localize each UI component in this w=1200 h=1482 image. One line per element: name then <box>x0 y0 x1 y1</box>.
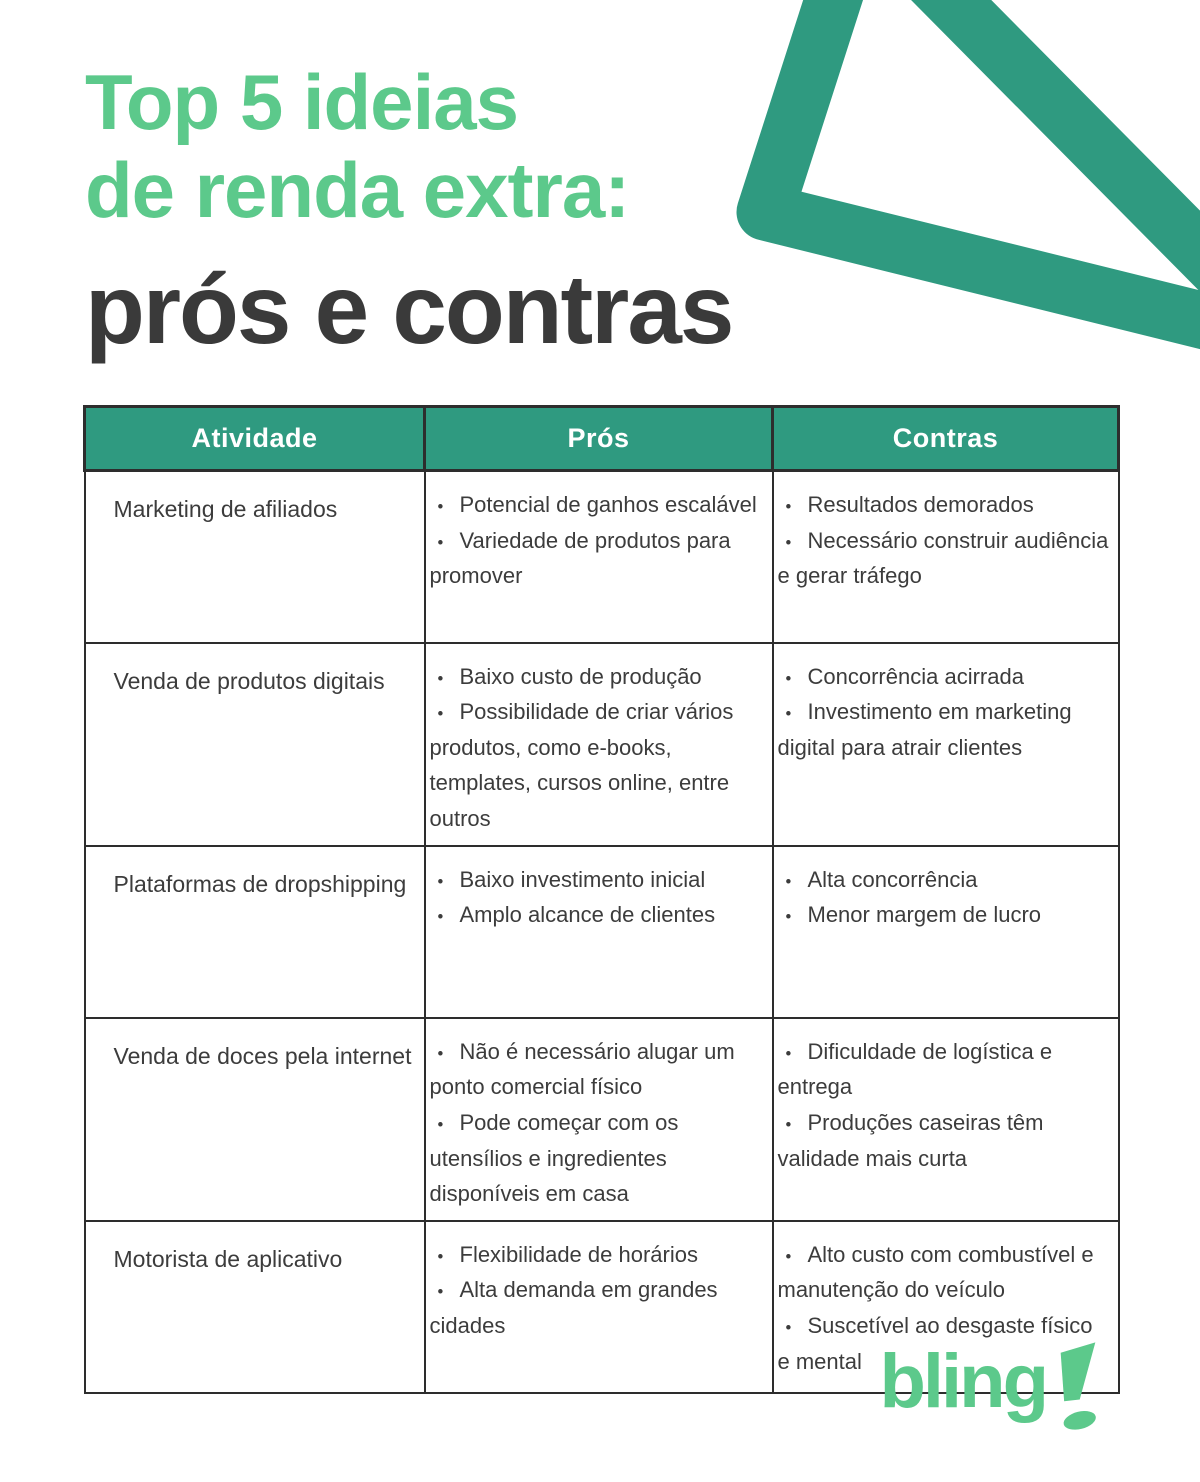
pros-cell <box>425 471 773 643</box>
pros-cons-table-wrap <box>83 405 1117 1394</box>
decorative-triangle-icon <box>730 0 1200 400</box>
pro-item: • Alta demanda em grandes cidades <box>430 1272 764 1343</box>
con-item: • Menor margem de lucro <box>778 897 1110 933</box>
con-item: • Alta concorrência <box>778 862 1110 898</box>
con-item: • Suscetível ao desgaste físico e mental <box>778 1308 1110 1379</box>
pro-item: • Baixo investimento inicial <box>430 862 764 898</box>
page-subtitle: prós e contras <box>85 254 733 365</box>
pro-item: • Não é necessário alugar um ponto comercial físico <box>430 1034 764 1105</box>
pros-cell <box>425 643 773 846</box>
bling-logo-text: bling <box>879 1339 1046 1424</box>
con-item: • Dificuldade de logística e entrega <box>778 1034 1110 1105</box>
pro-item: • Potencial de ganhos escalável <box>430 487 764 523</box>
pro-item: • Amplo alcance de clientes <box>430 897 764 933</box>
pros-cell <box>425 1221 773 1393</box>
activity-cell: Marketing de afiliados <box>85 471 425 643</box>
column-header-contras: Contras <box>773 407 1119 471</box>
pros-cell <box>425 846 773 1018</box>
column-header-pros: Prós <box>425 407 773 471</box>
bling-logo <box>879 1339 1104 1442</box>
con-item: • Necessário construir audiência e gerar tráfego <box>778 523 1110 594</box>
table-row <box>85 471 1119 643</box>
con-item: • Produções caseiras têm validade mais curta <box>778 1105 1110 1176</box>
activity-cell: Venda de doces pela internet <box>85 1018 425 1221</box>
pros-cell <box>425 1018 773 1221</box>
table-header-row <box>85 407 1119 471</box>
pro-item: • Variedade de produtos para promover <box>430 523 764 594</box>
con-item: • Alto custo com combustível e manutenção do veículo <box>778 1237 1110 1308</box>
exclamation-icon <box>1052 1338 1104 1442</box>
activity-cell: Plataformas de dropshipping <box>85 846 425 1018</box>
table-row <box>85 846 1119 1018</box>
pro-item: • Baixo custo de produção <box>430 659 764 695</box>
table-row <box>85 643 1119 846</box>
title-line-1: Top 5 ideias <box>85 58 518 146</box>
cons-cell <box>773 643 1119 846</box>
title-block <box>85 58 733 365</box>
con-item: • Investimento em marketing digital para atrair clientes <box>778 694 1110 765</box>
con-item: • Resultados demorados <box>778 487 1110 523</box>
title-line-2: de renda extra: <box>85 146 630 235</box>
activity-cell: Motorista de aplicativo <box>85 1221 425 1393</box>
cons-cell <box>773 471 1119 643</box>
cons-cell <box>773 1018 1119 1221</box>
pro-item: • Pode começar com os utensílios e ingredientes disponíveis em casa <box>430 1105 764 1212</box>
con-item: • Concorrência acirrada <box>778 659 1110 695</box>
table-row <box>85 1018 1119 1221</box>
pros-cons-table <box>83 405 1120 1394</box>
pro-item: • Flexibilidade de horários <box>430 1237 764 1273</box>
cons-cell <box>773 846 1119 1018</box>
pro-item: • Possibilidade de criar vários produtos, como e-books, templates, cursos online, entre outros <box>430 694 764 837</box>
table-body <box>85 471 1119 1393</box>
activity-cell: Venda de produtos digitais <box>85 643 425 846</box>
column-header-atividade: Atividade <box>85 407 425 471</box>
